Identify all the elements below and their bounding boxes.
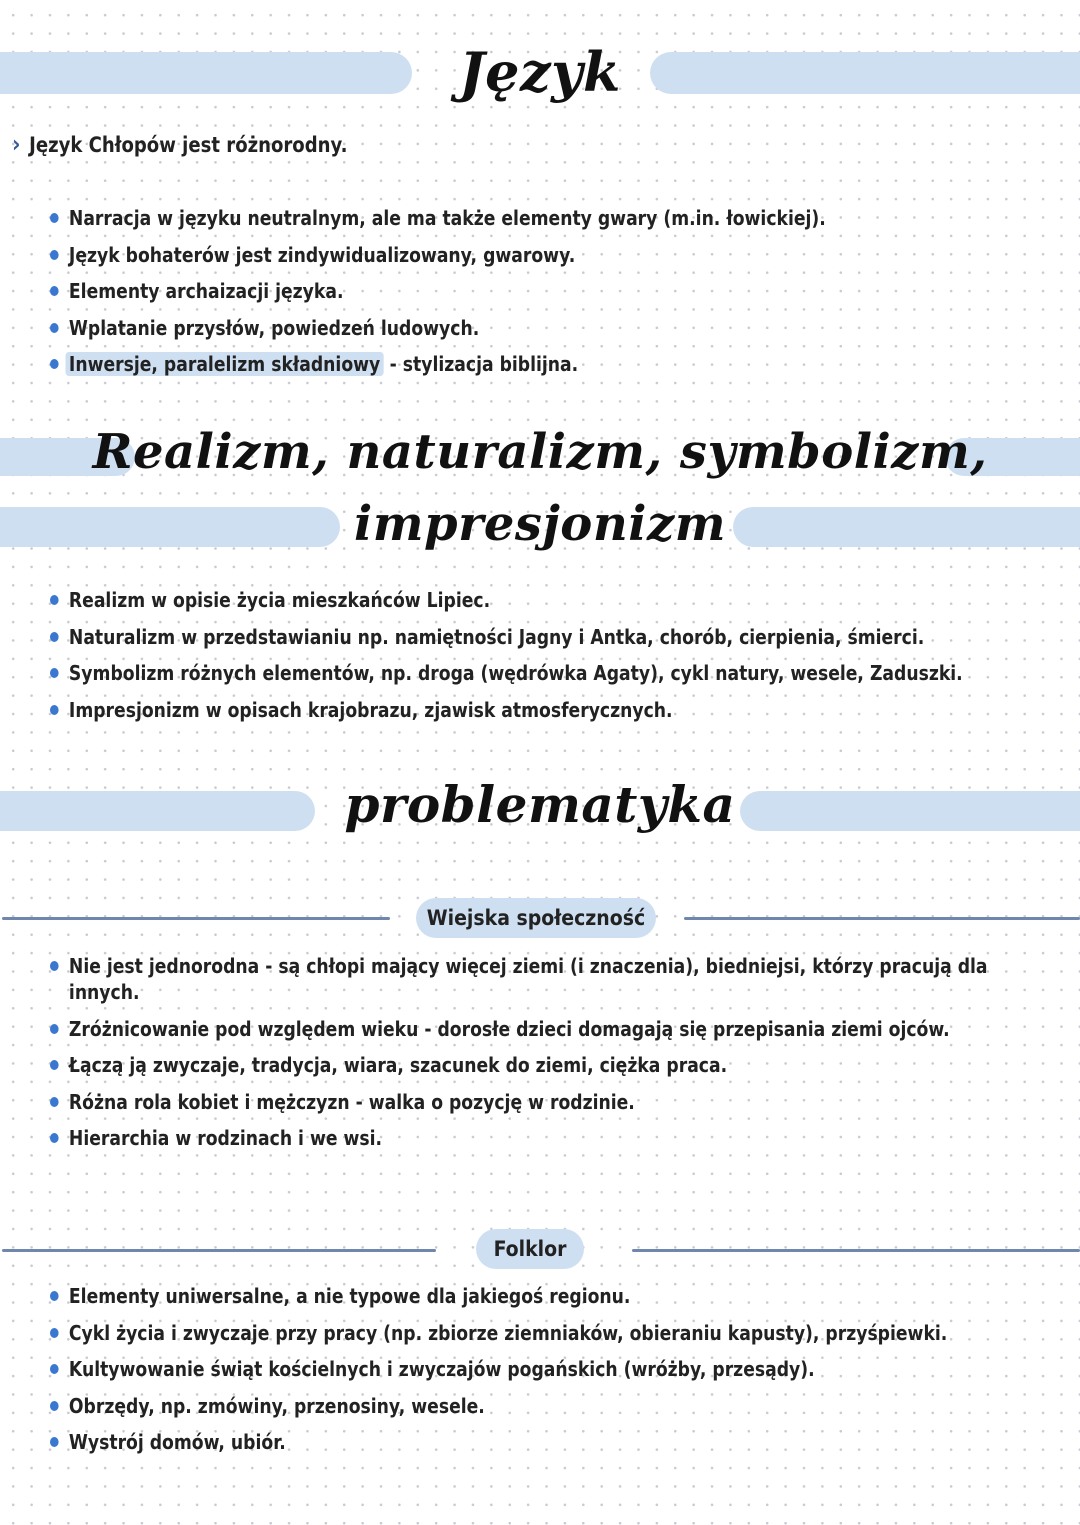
list-item: Różna rola kobiet i mężczyzn - walka o pozycję w rodzinie.: [50, 1089, 919, 1115]
list-item: Cykl życia i zwyczaje przy pracy (np. zbiorze ziemniaków, obieraniu kapusty), przyśpiewki.: [50, 1320, 947, 1346]
bullet-dot-icon: [50, 250, 59, 260]
list-item: Wplatanie przysłów, powiedzeń ludowych.: [50, 315, 826, 341]
subsection-label-spolecznosc: Wiejska społeczność: [416, 898, 656, 938]
bullet-dot-icon: [50, 1328, 59, 1338]
list-item: Symbolizm różnych elementów, np. droga (wędrówka Agaty), cykl natury, wesele, Zaduszki.: [50, 660, 963, 686]
divider-left: [2, 917, 390, 920]
section-title-kierunki-line2: impresjonizm: [354, 496, 726, 552]
bullet-dot-icon: [50, 961, 59, 971]
list-item: Obrzędy, np. zmówiny, przenosiny, wesele.: [50, 1393, 947, 1419]
list-item: Naturalizm w przedstawianiu np. namiętności Jagny i Antka, chorób, cierpienia, śmierci.: [50, 624, 963, 650]
bullet-dot-icon: [50, 1364, 59, 1374]
folklor-list: [50, 1283, 1080, 1466]
bullet-dot-icon: [50, 323, 59, 333]
bullet-dot-icon: [50, 1133, 59, 1143]
list-item: Realizm w opisie życia mieszkańców Lipiec.: [50, 587, 963, 613]
divider-right: [684, 917, 1080, 920]
bullet-dot-icon: [50, 705, 59, 715]
bullet-dot-icon: [50, 1060, 59, 1070]
bullet-dot-icon: [50, 668, 59, 678]
list-item: Impresjonizm w opisach krajobrazu, zjawisk atmosferycznych.: [50, 697, 963, 723]
bullet-dot-icon: [50, 1291, 59, 1301]
list-item: Język bohaterów jest zindywidualizowany, gwarowy.: [50, 242, 826, 268]
bullet-dot-icon: [50, 1097, 59, 1107]
highlighted-text: Inwersje, paralelizm składniowy: [65, 352, 383, 376]
bullet-dot-icon: [50, 286, 59, 296]
bullet-dot-icon: [50, 213, 59, 223]
list-item: Narracja w języku neutralnym, ale ma także elementy gwary (m.in. łowickiej).: [50, 205, 826, 231]
section-title-jezyk: Język: [459, 40, 621, 104]
spolecznosc-list: [50, 953, 1060, 1162]
list-item: Łączą ją zwyczaje, tradycja, wiara, szacunek do ziemi, ciężka praca.: [50, 1052, 919, 1078]
bullet-dot-icon: [50, 1437, 59, 1447]
chevron-right-icon: ›: [12, 130, 21, 158]
divider-right: [632, 1249, 1080, 1252]
list-item: Inwersje, paralelizm składniowy - stylizacja biblijna.: [50, 351, 826, 377]
jezyk-list: [50, 205, 952, 388]
section-title-kierunki-line1: Realizm, naturalizm, symbolizm,: [92, 424, 988, 480]
list-item: Elementy uniwersalne, a nie typowe dla jakiegoś regionu.: [50, 1283, 947, 1309]
list-item: Zróżnicowanie pod względem wieku - dorosłe dzieci domagają się przepisania ziemi ojców.: [50, 1016, 919, 1042]
bullet-dot-icon: [50, 1024, 59, 1034]
divider-left: [2, 1249, 436, 1252]
list-item: Nie jest jednorodna - są chłopi mający więcej ziemi (i znaczenia), biedniejsi, którzy pracują dla innych.: [50, 953, 1032, 1005]
intro-line: [12, 130, 347, 158]
bullet-dot-icon: [50, 595, 59, 605]
intro-text: Język Chłopów jest różnorodny.: [29, 133, 348, 157]
list-item: Kultywowanie świąt kościelnych i zwyczajów pogańskich (wróżby, przesądy).: [50, 1356, 947, 1382]
list-item: Wystrój domów, ubiór.: [50, 1429, 947, 1455]
list-item: Hierarchia w rodzinach i we wsi.: [50, 1125, 919, 1151]
bullet-dot-icon: [50, 1401, 59, 1411]
bullet-dot-icon: [50, 359, 59, 369]
bullet-dot-icon: [50, 632, 59, 642]
kierunki-list: [50, 587, 1080, 733]
list-item: Elementy archaizacji języka.: [50, 278, 826, 304]
section-title-problematyka: problematyka: [344, 775, 736, 834]
subsection-label-folklor: Folklor: [476, 1229, 584, 1269]
